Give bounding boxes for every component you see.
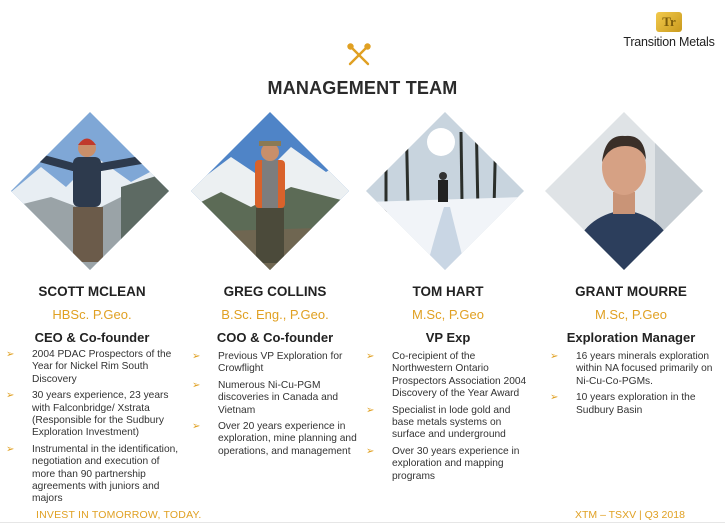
bullet-item: ➢ Specialist in lode gold and base metals systems on surface and underground xyxy=(366,404,511,441)
bullet-item: ➢ Previous VP Exploration for Crowflight xyxy=(192,351,343,375)
arrow-bullet-icon: ➢ xyxy=(550,351,559,362)
member-role: COO & Co-founder xyxy=(216,330,334,345)
bullet-item: ➢ Numerous Ni-Cu-PGM discoveries in Canada and Vietnam xyxy=(192,379,339,416)
crossed-pickaxes-icon xyxy=(344,40,374,70)
team-member-greg-collins xyxy=(190,284,360,462)
bullet-item: ➢ 10 years exploration in the Sudbury Basin xyxy=(550,392,696,416)
member-bullets xyxy=(548,351,714,417)
footer-divider xyxy=(0,522,725,523)
footer-tagline: INVEST IN TOMORROW, TODAY. xyxy=(36,509,202,521)
team-member-tom-hart xyxy=(364,284,532,487)
member-bullets xyxy=(4,349,180,506)
member-credentials: M.Sc, P.Geo xyxy=(594,307,667,322)
arrow-bullet-icon: ➢ xyxy=(192,379,201,391)
member-role: VP Exp xyxy=(425,330,471,345)
member-bullets xyxy=(364,351,532,483)
greg-collins-photo xyxy=(191,112,349,270)
member-credentials: M.Sc, P.Geo xyxy=(411,307,484,322)
bullet-item: ➢ Co-recipient of the Northwestern Ontario Prospectors Association 2004 Discovery of the Year Award xyxy=(366,351,527,400)
bullet-item: ➢ Over 30 years experience in exploration and mapping programs xyxy=(366,445,520,482)
member-name: TOM HART xyxy=(412,284,484,299)
member-name: GREG COLLINS xyxy=(223,284,327,299)
arrow-bullet-icon: ➢ xyxy=(192,351,201,362)
team-member-scott-mclean xyxy=(4,284,180,510)
member-credentials: B.Sc. Eng., P.Geo. xyxy=(221,307,329,322)
arrow-bullet-icon: ➢ xyxy=(366,351,375,362)
arrow-bullet-icon: ➢ xyxy=(192,421,201,433)
logo-name: Transition Metals xyxy=(623,35,715,49)
scott-mclean-photo xyxy=(11,112,169,270)
member-name: SCOTT MCLEAN xyxy=(38,284,146,299)
bullet-item: ➢ 16 years minerals exploration within NA focused primarily on Ni-Cu-Co-PGMs. xyxy=(550,351,713,387)
arrow-bullet-icon: ➢ xyxy=(550,392,559,404)
grant-mourre-photo xyxy=(545,112,703,270)
arrow-bullet-icon: ➢ xyxy=(366,404,375,416)
bullet-item: ➢ Instrumental in the identification, negotiation and execution of more than 90 partnership agreements with juniors and majors xyxy=(6,443,179,505)
bullet-item: ➢ 2004 PDAC Prospectors of the Year for Nickel Rim South Discovery xyxy=(6,349,172,385)
logo-mark: Tr xyxy=(656,12,682,32)
page-title: MANAGEMENT TEAM xyxy=(267,78,458,98)
arrow-bullet-icon: ➢ xyxy=(6,349,15,360)
bullet-item: ➢ 30 years experience, 23 years with Falconbridge/ Xstrata (Responsible for the Sudbury Exploration Investment) xyxy=(6,390,169,439)
tom-hart-photo xyxy=(366,112,524,270)
bullet-item: ➢ Over 20 years experience in exploration, mine planning and operations, and management xyxy=(192,421,357,457)
member-name: GRANT MOURRE xyxy=(575,284,687,299)
company-logo xyxy=(620,12,718,56)
arrow-bullet-icon: ➢ xyxy=(6,443,15,455)
footer-ticker: XTM – TSXV | Q3 2018 xyxy=(575,509,685,521)
arrow-bullet-icon: ➢ xyxy=(6,390,15,402)
member-role: CEO & Co-founder xyxy=(34,330,150,345)
arrow-bullet-icon: ➢ xyxy=(366,445,375,457)
member-bullets xyxy=(190,351,360,458)
member-credentials: HBSc. P.Geo. xyxy=(52,307,132,322)
team-member-grant-mourre xyxy=(548,284,714,421)
member-role: Exploration Manager xyxy=(566,330,696,345)
